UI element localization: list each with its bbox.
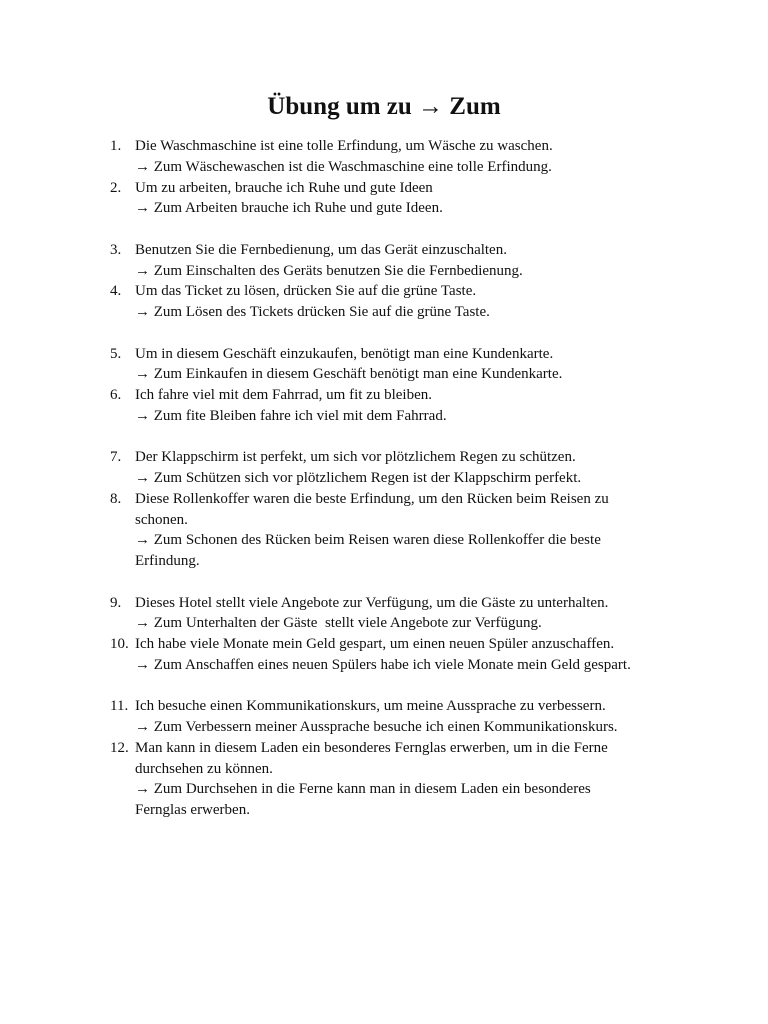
item-sentence-line-2: durchsehen zu können. (135, 760, 273, 777)
item-number: 12. (110, 739, 129, 756)
exercise-item-9 (110, 593, 710, 635)
exercise-item-5 (110, 344, 710, 386)
item-sentence: Ich besuche einen Kommunikationskurs, um meine Aussprache zu verbessern. (135, 698, 606, 715)
item-sentence-line-1: Diese Rollenkoffer waren die beste Erfindung, um den Rücken beim Reisen zu (135, 490, 609, 507)
item-sentence: Um in diesem Geschäft einzukaufen, benötigt man eine Kundenkarte. (135, 345, 554, 362)
item-sentence: Ich fahre viel mit dem Fahrrad, um fit zu bleiben. (135, 387, 432, 403)
item-number: 8. (110, 490, 122, 507)
item-number: 1. (110, 138, 122, 154)
item-answer-line-1: → Zum Durchsehen in die Ferne kann man in diesem Laden ein besonderes (135, 781, 591, 798)
exercise-item-12 (110, 738, 710, 821)
exercise-item-3 (110, 240, 710, 282)
exercise-item-8 (110, 489, 710, 572)
item-sentence: Benutzen Sie die Fernbedienung, um das Gerät einzuschalten. (135, 241, 507, 258)
item-answer-line-1: → Zum Schonen des Rücken beim Reisen waren diese Rollenkoffer die beste (135, 532, 601, 549)
item-sentence: Um das Ticket zu lösen, drücken Sie auf die grüne Taste. (135, 283, 477, 300)
item-answer: → Zum Unterhalten der Gäste stellt viele Angebote zur Verfügung. (135, 615, 542, 632)
item-sentence: Der Klappschirm ist perfekt, um sich vor plötzlichem Regen zu schützen. (135, 449, 576, 466)
exercise-item-4 (110, 281, 710, 323)
item-answer: → Zum Wäschewaschen ist die Waschmaschine eine tolle Erfindung. (135, 158, 552, 175)
item-number: 3. (110, 241, 122, 258)
worksheet-title: Übung um zu → Zum (267, 93, 501, 120)
item-number: 9. (110, 594, 122, 611)
item-sentence-line-1: Man kann in diesem Laden ein besonderes Fernglas erwerben, um in die Ferne (135, 739, 608, 756)
item-answer: → Zum fite Bleiben fahre ich viel mit dem Fahrrad. (135, 407, 447, 424)
item-sentence: Dieses Hotel stellt viele Angebote zur Verfügung, um die Gäste zu unterhalten. (135, 594, 609, 611)
item-sentence: Ich habe viele Monate mein Geld gespart, um einen neuen Spüler anzuschaffen. (135, 636, 615, 652)
item-number: 4. (110, 283, 122, 300)
item-answer: → Zum Einkaufen in diesem Geschäft benötigt man eine Kundenkarte. (135, 366, 563, 383)
item-number: 5. (110, 345, 122, 362)
item-answer: → Zum Anschaffen eines neuen Spülers habe ich viele Monate mein Geld gespart. (135, 656, 631, 673)
exercise-item-10 (110, 634, 710, 676)
item-answer: → Zum Verbessern meiner Aussprache besuche ich einen Kommunikationskurs. (135, 719, 618, 735)
exercise-item-11 (110, 696, 710, 738)
item-sentence-line-2: schonen. (135, 511, 188, 528)
item-number: 2. (110, 179, 122, 196)
item-number: 10. (110, 636, 129, 652)
item-answer: → Zum Arbeiten brauche ich Ruhe und gute Ideen. (135, 200, 443, 217)
exercise-item-1 (110, 136, 710, 178)
item-answer-line-2: Fernglas erwerben. (135, 802, 250, 818)
item-sentence: Die Waschmaschine ist eine tolle Erfindung, um Wäsche zu waschen. (135, 138, 553, 154)
exercise-item-6 (110, 385, 710, 427)
item-number: 7. (110, 449, 122, 466)
item-answer: → Zum Einschalten des Geräts benutzen Sie die Fernbedienung. (135, 262, 523, 279)
item-number: 6. (110, 387, 122, 403)
item-answer: → Zum Schützen sich vor plötzlichem Regen ist der Klappschirm perfekt. (135, 470, 582, 486)
exercise-item-2 (110, 178, 710, 220)
item-sentence: Um zu arbeiten, brauche ich Ruhe und gute Ideen (135, 179, 433, 196)
item-number: 11. (110, 698, 129, 715)
exercise-list (110, 136, 710, 821)
item-answer-line-2: Erfindung. (135, 553, 200, 569)
item-answer: → Zum Lösen des Tickets drücken Sie auf die grüne Taste. (135, 304, 490, 320)
exercise-item-7 (110, 447, 710, 489)
